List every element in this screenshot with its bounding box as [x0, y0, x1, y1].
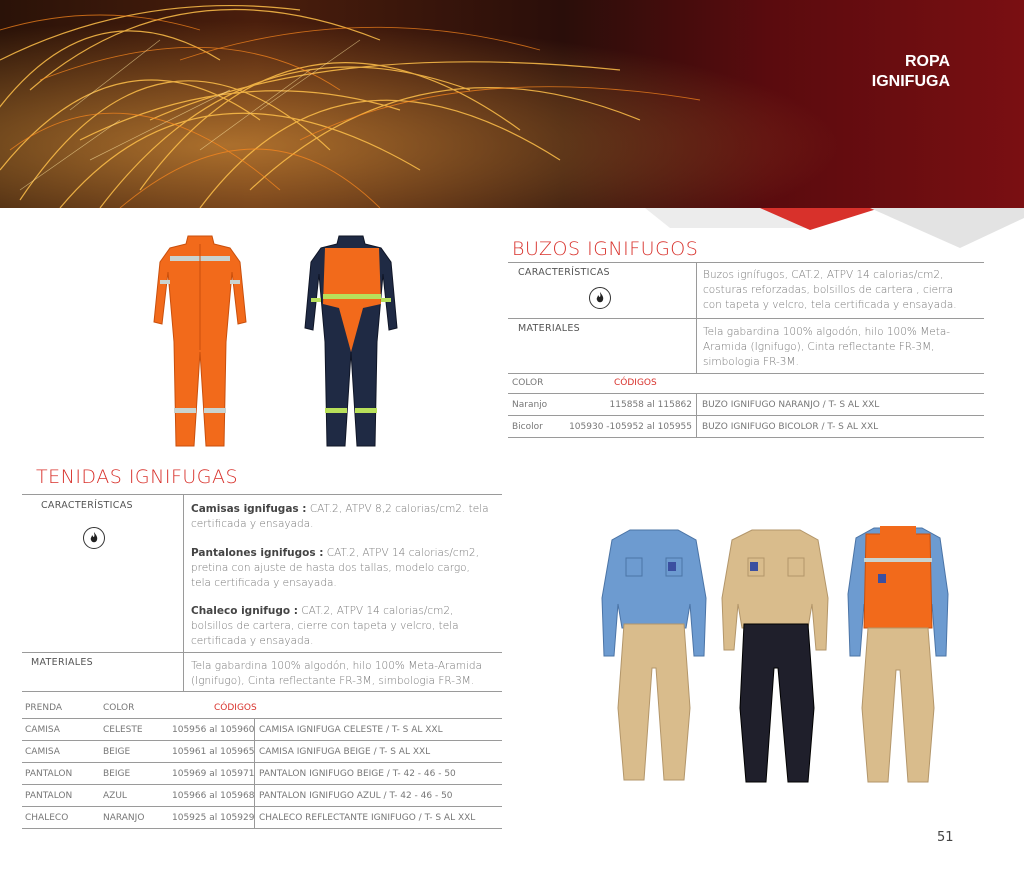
banner-title [872, 52, 950, 92]
cell-desc: CAMISA IGNIFUGA CELESTE / T- S AL XXL [259, 725, 443, 735]
cell-prenda: PANTALON [25, 791, 73, 801]
celeste-shirt-orange-vest-beige-pants-image [846, 524, 950, 786]
cell-desc: PANTALON IGNIFUGO BEIGE / T- 42 - 46 - 50 [259, 769, 456, 779]
divider [696, 394, 697, 438]
cell-desc: BUZO IGNIFUGO BICOLOR / T- S AL XXL [702, 422, 879, 432]
divider [22, 828, 502, 829]
pantalones-description [191, 546, 491, 591]
buzos-caracteristicas-label: CARACTERÍSTICAS [518, 267, 610, 278]
banner-title-line1: ROPA [904, 53, 950, 70]
camisas-text: CAT.2, ATPV 8,2 calorias/cm2. tela certificada y ensayada. [191, 503, 489, 530]
cell-codigos: 105956 al 105960 [172, 725, 255, 735]
tenidas-materiales-text: Tela gabardina 100% algodón, hilo 100% Meta-Aramida (Ignifugo), Cinta reflectante FR-3M, simbologia FR-3M. [191, 660, 483, 687]
flame-resistant-icon [589, 287, 611, 309]
header-banner [0, 0, 1024, 208]
cell-color: AZUL [103, 791, 127, 801]
cell-codigos: 105930 -105952 al 105955 [569, 422, 692, 432]
camisas-title: Camisas ignifugas : [191, 503, 307, 515]
cell-color: CELESTE [103, 725, 143, 735]
camisas-description [191, 502, 491, 532]
banner-title-line2: IGNIFUGA [871, 73, 950, 90]
header-color: COLOR [103, 703, 135, 713]
table-row [22, 719, 502, 741]
cell-codigos: 115858 al 115862 [609, 400, 692, 410]
cell-color: Bicolor [512, 422, 543, 432]
divider [183, 494, 184, 692]
cell-desc: CHALECO REFLECTANTE IGNIFUGO / T- S AL XXL [259, 813, 476, 823]
pantalones-text: CAT.2, ATPV 14 calorias/cm2, pretina con ajuste de hasta dos tallas, modelo cargo, tela certificada y ensayada. [191, 547, 479, 589]
chaleco-text: CAT.2, ATPV 14 calorias/cm2, bolsillos de cartera, cierre con tapeta y velcro, tela certificada y ensayada. [191, 605, 459, 647]
orange-coverall-image [150, 232, 250, 450]
table-row [22, 807, 502, 829]
cell-codigos: 105966 al 105968 [172, 791, 255, 801]
chaleco-title: Chaleco ignifugo : [191, 605, 298, 617]
table-header-row [22, 697, 502, 719]
divider [508, 318, 984, 319]
tenidas-codes-table [22, 697, 502, 829]
table-row [508, 416, 984, 438]
cell-desc: BUZO IGNIFUGO NARANJO / T- S AL XXL [702, 400, 880, 410]
pantalones-title: Pantalones ignifugos : [191, 547, 324, 559]
tenidas-title: TENIDAS IGNIFUGAS [36, 466, 239, 488]
cell-prenda: CAMISA [25, 747, 60, 757]
tenidas-materiales-label: MATERIALES [31, 657, 93, 668]
cell-codigos: 105925 al 105929 [172, 813, 255, 823]
cell-prenda: PANTALON [25, 769, 73, 779]
buzos-materiales-text: Tela gabardina 100% algodón, hilo 100% Meta-Aramida (Ignifugo), Cinta reflectante FR-3M, simbologia FR-3M. [703, 326, 951, 368]
divider [22, 494, 502, 495]
cell-codigos: 105961 al 105965 [172, 747, 255, 757]
table-row [22, 785, 502, 807]
buzos-codes-table [508, 372, 984, 438]
header-color: COLOR [512, 378, 544, 388]
divider [22, 652, 502, 653]
chaleco-description [191, 604, 491, 649]
table-header-row [508, 372, 984, 394]
cell-color: NARANJO [103, 813, 145, 823]
cell-prenda: CAMISA [25, 725, 60, 735]
table-row [508, 394, 984, 416]
divider [508, 262, 984, 263]
page-number: 51 [937, 830, 954, 845]
table-row [22, 763, 502, 785]
cell-codigos: 105969 al 105971 [172, 769, 255, 779]
cell-prenda: CHALECO [25, 813, 69, 823]
header-codigos: CÓDIGOS [214, 703, 257, 713]
buzos-title: BUZOS IGNIFUGOS [512, 238, 699, 260]
buzos-materiales-label: MATERIALES [518, 323, 580, 334]
divider [508, 437, 984, 438]
cell-color: BEIGE [103, 747, 131, 757]
cell-desc: CAMISA IGNIFUGA BEIGE / T- S AL XXL [259, 747, 431, 757]
flame-resistant-icon [83, 527, 105, 549]
divider [254, 719, 255, 829]
bicolor-coverall-image [303, 232, 399, 450]
table-row [22, 741, 502, 763]
celeste-shirt-beige-pants-image [600, 528, 708, 786]
beige-shirt-navy-pants-image [720, 528, 830, 786]
tenidas-caracteristicas-label: CARACTERÍSTICAS [41, 500, 133, 511]
sparks-background-image [0, 0, 1024, 208]
divider [22, 691, 502, 692]
buzos-caracteristicas-text: Buzos ignífugos, CAT.2, ATPV 14 calorias/cm2, costuras reforzadas, bolsillos de cartera , cierra con tapeta y velcro, tela certificada y ensayada. [703, 269, 957, 311]
header-codigos: CÓDIGOS [614, 378, 657, 388]
cell-desc: PANTALON IGNIFUGO AZUL / T- 42 - 46 - 50 [259, 791, 453, 801]
cell-color: BEIGE [103, 769, 131, 779]
cell-color: Naranjo [512, 400, 548, 410]
header-prenda: PRENDA [25, 703, 63, 713]
